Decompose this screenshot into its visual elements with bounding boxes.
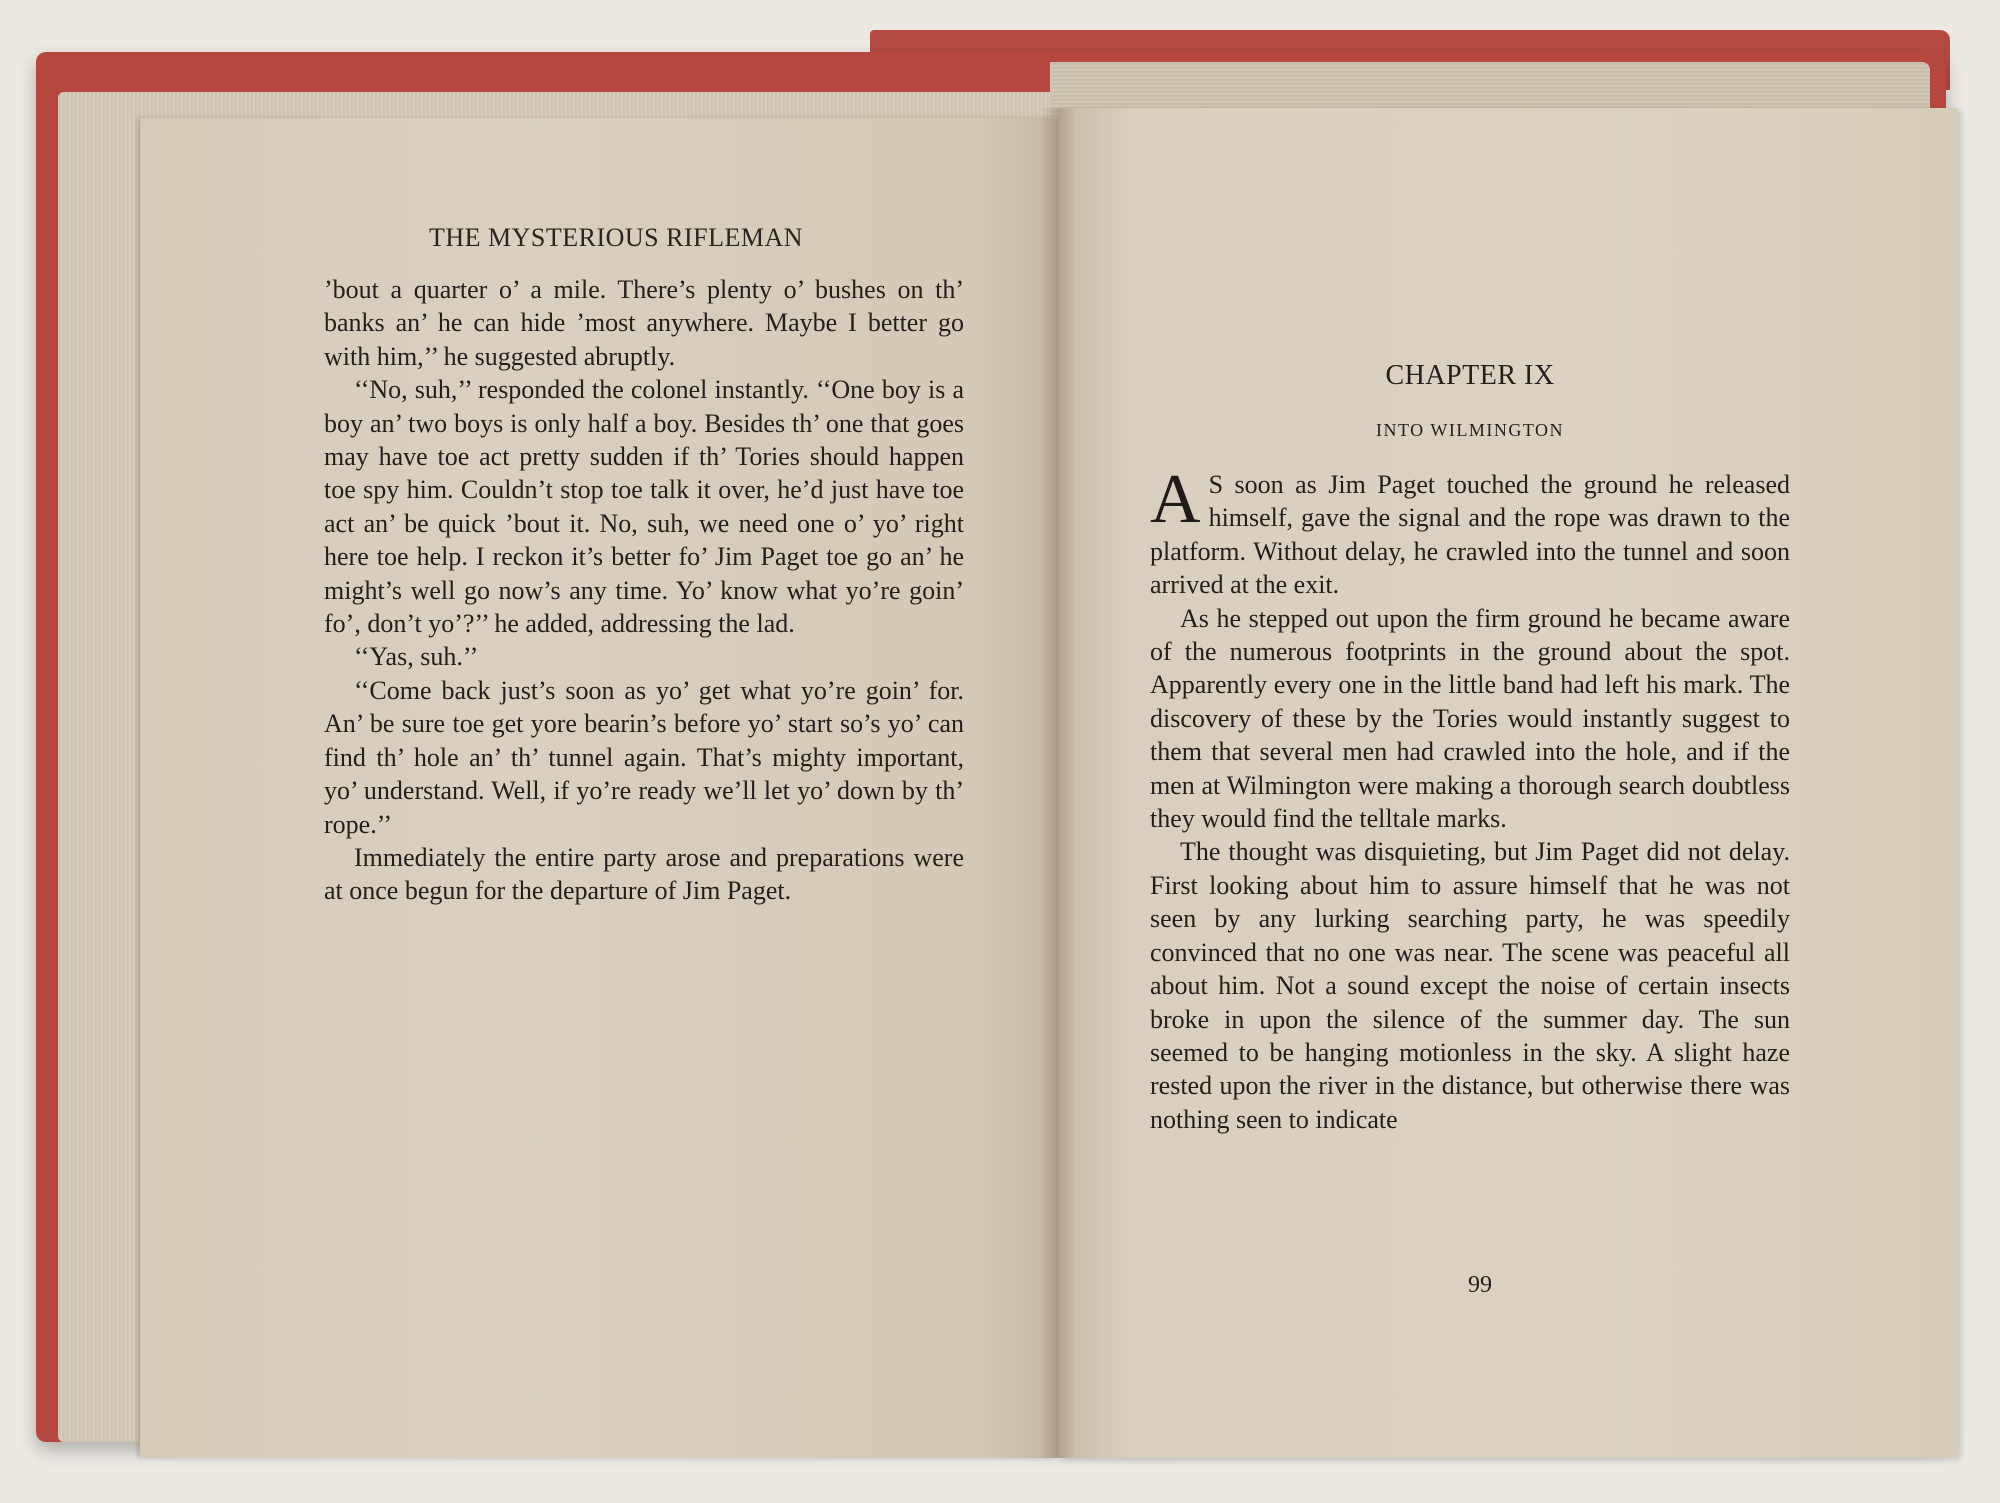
right-page-text xyxy=(1150,461,1790,1136)
running-head: THE MYSTERIOUS RIFLEMAN xyxy=(428,223,804,252)
drop-cap: A xyxy=(1150,461,1201,538)
paragraph: As he stepped out upon the firm ground he became aware of the numerous footprints in the ground about the spot. Apparently every one in the little band had left his mark. The discovery of these by the Tories would instantly suggest to them that several men had crawled into the hole, and if the men at Wilmington were making a thorough search doubtless they would find the telltale marks. xyxy=(1150,603,1790,834)
paragraph: Immediately the entire party arose and preparations were at once begun for the departure of Jim Paget. xyxy=(324,842,964,906)
page-number: 99 xyxy=(1468,1272,1492,1298)
paragraph: ‘‘Come back just’s soon as yo’ get what yo’re goin’ for. An’ be sure toe get yore bearin’s before yo’ start so’s yo’ can find th’ hole an’ th’ tunnel again. That’s mighty important, yo’ understand. Well, if yo’re ready we’ll let yo’ down by th’ rope.’’ xyxy=(324,675,964,839)
chapter-title: CHAPTER IX xyxy=(1385,360,1555,391)
paragraph: ‘‘Yas, suh.’’ xyxy=(354,642,479,672)
opening-paragraph-text: S soon as Jim Paget touched the ground he released himself, gave the signal and the rope was drawn to the platform. Without delay, he crawled into the tunnel and soon arrived at the exit. xyxy=(1150,470,1790,600)
paragraph: ‘‘No, suh,’’ responded the colonel instantly. ‘‘One boy is a boy an’ two boys is only half a boy. Besides th’ one that goes may have toe act pretty sudden if th’ Tories should happen toe spy him. Couldn’t stop toe talk it over, he’d just have toe act an’ be quick ’bout it. No, suh, we need one o’ yo’ right here toe help. I reckon it’s better fo’ Jim Paget toe go an’ he might’s well go now’s any time. Yo’ know what yo’re goin’ fo’, don’t yo’?’’ he added, addressing the lad. xyxy=(324,375,964,639)
chapter-subtitle: INTO WILMINGTON xyxy=(1376,420,1564,440)
paragraph: ’bout a quarter o’ a mile. There’s plenty o’ bushes on th’ banks an’ he can hide ’most anywhere. Maybe I better go with him,’’ he suggested abruptly. xyxy=(324,275,964,371)
paragraph: The thought was disquieting, but Jim Paget did not delay. First looking about him to assure himself that he was not seen by any lurking searching party, he was speedily convinced that no one was near. The scene was peaceful all about him. Not a sound except the noise of certain insects broke in upon the silence of the summer day. The sun seemed to be hanging motionless in the sky. A slight haze rested upon the river in the distance, but otherwise there was nothing seen to indicate xyxy=(1150,837,1790,1134)
left-page-text xyxy=(324,273,964,908)
opening-paragraph xyxy=(1150,461,1790,602)
book-gutter xyxy=(1040,108,1076,1458)
